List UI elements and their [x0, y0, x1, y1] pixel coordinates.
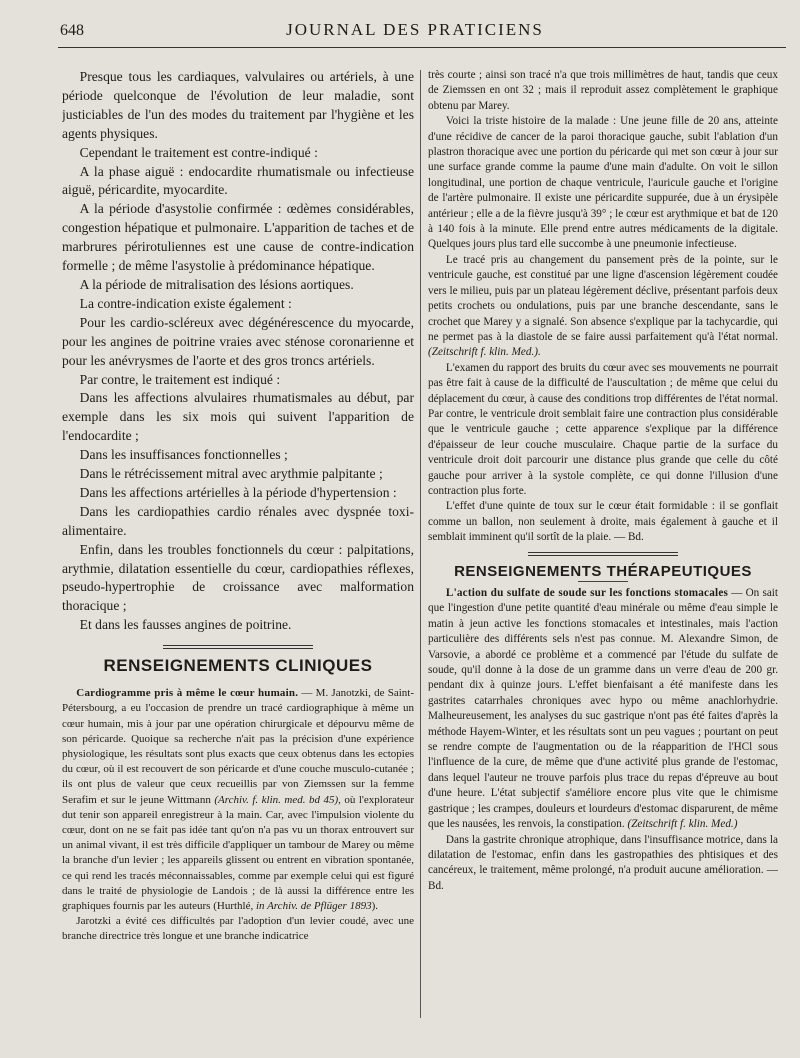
paragraph: Dans les affections artérielles à la période d'hypertension :: [79, 484, 397, 500]
paragraph: Et dans les fausses angines de poitrine.: [79, 617, 292, 633]
paragraph: Voici la triste histoire de la malade : Une jeune fille de 20 ans, atteinte d'une récidive de cancer de la paroi thoracique gauche, subit l'ablation d'un plastron thoracique avec une portion du péricarde qui met son cœur à jour sur une surface grande comme la paume d'une main d'adulte. On voit le sillon longitudinal, une portion de chaque ventricule, l'auricule gauche et l'origine de l'artère pulmonaire. Il existe une péricardite suppurée, due à un érysipèle antérieur ; elle a de la fièvre jusqu'à 39° ; le cœur est arythmique et bat de 120 à 140 fois à la minute. Elle prend entre autres médicaments de la digitale. Quelques jours plus tard elle succombe à une pneumonie infectieuse.: [428, 115, 778, 251]
right-column: [428, 68, 778, 1050]
continued-paragraph: très courte ; ainsi son tracé n'a que trois millimètres de haut, tandis que ceux de Ziemssen en ont 32 ; mais il reproduit assez complètement le graphique obtenu par Marey.: [428, 69, 778, 112]
paragraph: L'examen du rapport des bruits du cœur avec ses mouvements ne pourrait pas être fait à cause de la difficulté de l'auscultation ; de même que celui du déplacement du cœur, à cause des conditions trop différentes de l'état normal. Par contre, le ventricule droit semblait faire une contraction plus considérable que le ventricule gauche ; cette apparence s'explique par la différence d'épaisseur de leur couche musculaire. Chaque partie de la surface du ventricule droit doit parcourir une distance plus grande que celle du côté gauche pour arriver à la systole complète, ce qui donne l'illusion d'une contraction plus forte.: [428, 361, 778, 497]
journal-title: JOURNAL DES PRATICIENS: [286, 20, 544, 39]
running-head: [60, 18, 770, 44]
paragraph: Le tracé pris au changement du pansement près de la pointe, sur le ventricule gauche, est constitué par une ligne d'ascension légèrement coudée vers le milieu, puis par un plateau légèrement déclive, présentant parfois deux petits crochets ou ondulations, puis par une branche descendante, sans le crochet que Marey y a signalé. Son absence s'explique par la tachycardie, qui ne permet pas à la diastole de se faire aussi parfaitement qu'à l'état normal. (Zeitschrift f. klin. Med.).: [428, 253, 778, 359]
paragraph: Cependant le traitement est contre-indiqué :: [79, 144, 318, 160]
section-title-clinical: RENSEIGNEMENTS CLINIQUES: [103, 656, 373, 676]
paragraph: A la période de mitralisation des lésions aortiques.: [79, 276, 354, 292]
article-paragraph: Dans la gastrite chronique atrophique, dans l'insuffisance motrice, dans la dilatation de l'estomac, enfin dans les gastropathies des phtisiques et des cancéreux, le traitement, même prolongé, n'a produit aucune amélioration. — Bd.: [428, 833, 778, 892]
paragraph: Presque tous les cardiaques, valvulaires ou artériels, à une période quelconque de l'évolution de leur maladie, sont justiciables de l'un des modes du traitement par l'hygiène et les agents physiques.: [62, 69, 414, 141]
paragraph: La contre-indication existe également :: [79, 295, 292, 311]
paragraph: Dans le rétrécissement mitral avec arythmie palpitante ;: [79, 466, 383, 482]
section-separator: [528, 552, 678, 556]
header-rule: [58, 47, 786, 48]
article-title: Cardiogramme pris à même le cœur humain.: [76, 687, 299, 700]
article-paragraph: Cardiogramme pris à même le cœur humain. — M. Janotzki, de Saint-Pétersbourg, a eu l'occasion de prendre un tracé cardiographique à même un cœur humain, mis à jour par une opération chirurgicale et dépourvu même de son péricarde. Quoique sa recherche n'ait pas la précision d'une expérience physiologique, les résultats sont plus exacts que ceux obtenus dans les ectopies du cœur, où il est recouvert de son péricarde et d'une couche musculo-cutanée ; ils ont plus de valeur que ceux recueillis par von Ziemssen sur la femme Serafim et sur le jeune Wittmann (Archiv. f. klin. med. bd 45), où l'explorateur dut tenir son appareil enregistreur à la main. Car, avec l'impulsion violente du cœur, dont on ne se fait pas idée tant qu'on n'a pas vu un thorax entrouvert sur un animal vivant, il est très difficile d'appliquer un tambour de Marey ou même la branche d'un levier ; les appareils glissent ou entrent en vibration spontanée, ce qui rend les tracés méconnaissables, comme par exemple celui qui est figuré dans le traité de physiologie de Landois ; de là aussi la différence entre les graphiques fournis par les auteurs (Hurthlé, in Archiv. de Pflüger 1893).: [62, 687, 414, 912]
column-divider: [420, 70, 421, 1018]
page-number: 648: [60, 22, 84, 39]
paragraph: Pour les cardio-scléreux avec dégénérescence du myocarde, pour les angines de poitrine vraies avec sténose coronarienne et pour les anévrysmes de l'aorte et des gros troncs artériels.: [62, 314, 414, 368]
article-paragraph: L'action du sulfate de soude sur les fonctions stomacales — On sait que l'ingestion d'une petite quantité d'eau minérale ou même d'eau simple le matin à jeun active les fonctions stomacales et intestinales, mais l'action particulière des différents sels n'est pas connue. M. Alexandre Simon, de Varsovie, a abordé ce problème et a commencé par l'étude du sulfate de soude, qu'il donne à la dose de un gramme dans un verre d'eau de 200 gr. pendant dix à quinze jours. L'effet bienfaisant a été manifeste dans les gastrites catarrhales chroniques avec hypo ou même anachlorhydrie. Malheureusement, les analyses du suc gastrique n'ont pas été faites d'après la méthode Hayem-Winter, et les résultats sont un peu vagues ; pourtant on peut se rendre compte de l'augmentation ou de la réapparition de l'HCl sous l'influence de la cure, de même que d'une activité plus grande de l'estomac, dans lequel l'auteur ne trouve parfois plus trace du repas d'épreuve au bout d'une heure. L'état subjectif s'améliore encore plus vite que le chimisme gastrique ; les crampes, douleurs et lourdeurs d'estomac disparurent, de même que les nausées, les renvois, la constipation. (Zeitschrift f. klin. Med.): [428, 587, 778, 831]
section-separator: [163, 645, 313, 649]
paragraph: Dans les insuffisances fonctionnelles ;: [79, 447, 288, 463]
paragraph: A la période d'asystolie confirmée : œdèmes considérables, congestion hépatique et pulmonaire. L'apparition de taches et de marbrures périrotuliennes est une cause de contre-indication formelle ; de même l'asystolie à prédominance hépatique.: [62, 201, 414, 274]
paragraph: Dans les cardiopathies cardio rénales avec dyspnée toxi-alimentaire.: [62, 503, 414, 538]
section-title-therapeutic: RENSEIGNEMENTS THÉRAPEUTIQUES: [454, 562, 752, 580]
article-title: L'action du sulfate de soude sur les fonctions stomacales: [445, 587, 729, 599]
citation: (Zeitschrift f. klin. Med.): [627, 818, 738, 831]
citation: (Zeitschrift f. klin. Med.).: [428, 346, 541, 359]
left-column: [62, 68, 414, 1050]
title-rule: [578, 581, 628, 582]
citation: (Archiv. f. klin. med. bd 45): [214, 793, 339, 806]
paragraph: A la phase aiguë : endocardite rhumatismale ou infectieuse aiguë, péricardite, myocardite.: [62, 163, 414, 198]
paragraph: L'effet d'une quinte de toux sur le cœur était formidable : il se gonflait comme un ballon, non seulement à droite, mais également à gauche et il semblait imminent qu'il sortît de la plaie. — Bd.: [428, 500, 778, 544]
article-paragraph: Jarotzki a évité ces difficultés par l'adoption d'un levier coudé, avec une branche directrice très longue et une branche indicatrice: [62, 915, 414, 943]
paragraph: Par contre, le traitement est indiqué :: [79, 371, 281, 387]
paragraph: Dans les affections alvulaires rhumatismales au début, par exemple dans les six mois qui suivent l'apparition de l'endocardite ;: [62, 390, 414, 444]
citation: in Archiv. de Pflüger 1893: [255, 899, 372, 912]
paragraph: Enfin, dans les troubles fonctionnels du cœur : palpitations, arythmie, dilatation essentielle du cœur, cardiopathies réflexes, pseudo-hypertrophie de croissance avec malformation thoracique ;: [62, 541, 414, 614]
